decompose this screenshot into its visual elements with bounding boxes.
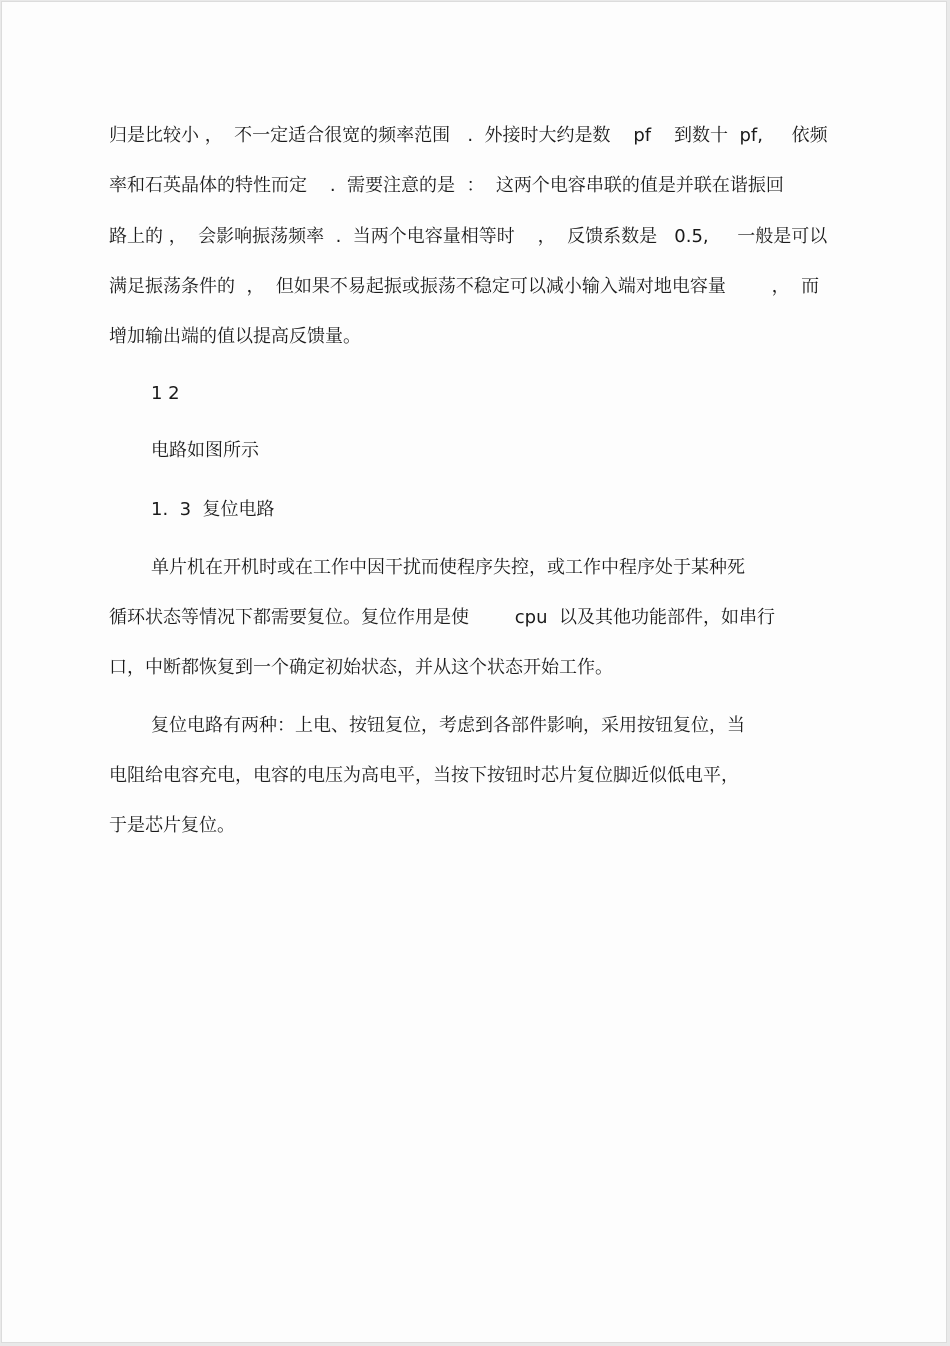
section-1-3-heading: 1. 3 复位电路	[151, 499, 275, 520]
paragraph-1-line-5: 增加输出端的值以提高反馈量。	[109, 326, 361, 347]
paragraph-1-line-4: 满足振荡条件的 ， 但如果不易起振或振荡不稳定可以减小输入端对地电容量 ， 而	[109, 276, 820, 297]
paragraph-1-line-2: 率和石英晶体的特性而定 . 需要注意的是 ： 这两个电容串联的值是并联在谐振回	[109, 175, 784, 196]
paragraph-2-line-3: 口，中断都恢复到一个确定初始状态，并从这个状态开始工作。	[109, 657, 613, 678]
section-1-2-number: 1 2	[151, 383, 180, 404]
paragraph-1-line-3: 路上的 ， 会影响振荡频率 . 当两个电容量相等时 ， 反馈系数是 0.5, 一般是可以	[109, 226, 828, 247]
document-page	[1, 1, 947, 1343]
figure-caption: 电路如图所示	[151, 440, 259, 461]
paragraph-2-line-1: 单片机在开机时或在工作中因干扰而使程序失控，或工作中程序处于某种死	[151, 557, 745, 578]
paragraph-3-line-2: 电阻给电容充电，电容的电压为高电平，当按下按钮时芯片复位脚近似低电平，	[109, 765, 739, 786]
paragraph-3-line-3: 于是芯片复位。	[109, 815, 235, 836]
paragraph-2-line-2: 循环状态等情况下都需要复位。复位作用是使 cpu 以及其他功能部件，如串行	[109, 607, 775, 628]
paragraph-1-line-1: 归是比较小 ， 不一定适合很宽的频率范围 . 外接时大约是数 pf 到数十 pf, 依频	[109, 125, 828, 146]
paragraph-3-line-1: 复位电路有两种：上电、按钮复位，考虑到各部件影响，采用按钮复位，当	[151, 715, 745, 736]
